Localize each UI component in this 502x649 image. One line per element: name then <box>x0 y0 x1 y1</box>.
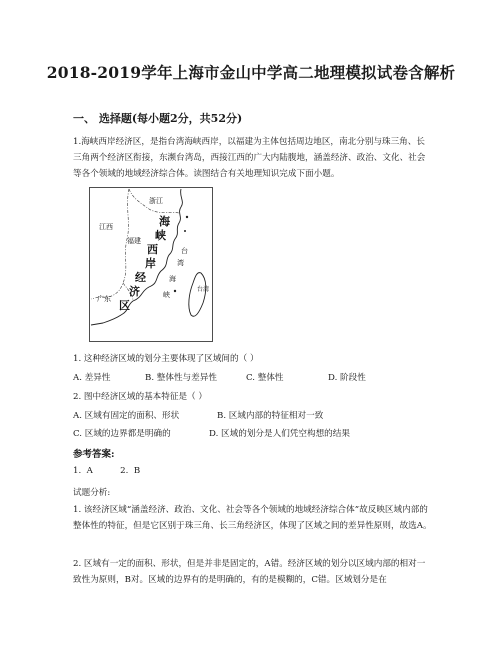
question-intro: 1.海峡西岸经济区，是指台湾海峡西岸，以福建为主体包括周边地区，南北分别与珠三角、长三角两个经济区衔接，东濒台湾岛，西接江西的广大内陆腹地，涵盖经济、政治、文化、社会等各个领域的地域经济综合体。读图结合有关地理知识完成下面小题。 <box>73 137 426 179</box>
analysis-heading: 试题分析: <box>73 488 111 498</box>
strait-char: 峡 <box>163 291 170 299</box>
zone-char: 岸 <box>145 257 156 270</box>
q1-option-d: D. 阶段性 <box>328 373 366 383</box>
strait-char: 台 <box>181 247 188 255</box>
page-title: 2018-2019学年上海市金山中学高二地理模拟试卷含解析 <box>46 63 456 82</box>
q1-option-b: B. 整体性与差异性 <box>145 373 217 383</box>
region-map <box>89 187 213 342</box>
label-fujian: 福建 <box>127 237 141 245</box>
q2-option-c: C. 区域的边界都是明确的 <box>73 429 171 439</box>
q2-option-b: B. 区域内部的特征相对一致 <box>217 411 324 421</box>
zone-char: 经 <box>135 271 146 284</box>
zone-char: 海 <box>159 215 170 228</box>
zone-char: 区 <box>119 299 130 312</box>
analysis-2: 2. 区域有一定的面积、形状，但是并非是固定的，A错。经济区域的划分以区域内部的相对一致性为原则，B对。区域的边界有的是明确的，有的是模糊的，C错。区域划分是在 <box>73 559 426 585</box>
island-dot <box>184 230 186 232</box>
q2-option-a: A. 区域有固定的面积、形状 <box>73 411 180 421</box>
q1-stem: 1. 这种经济区域的划分主要体现了区域间的（ ） <box>73 354 259 364</box>
map-figure <box>89 187 213 342</box>
zone-char: 西 <box>147 243 158 256</box>
section-heading: 一、 选择题(每小题2分，共52分) <box>73 112 243 125</box>
answer-heading: 参考答案: <box>73 449 115 460</box>
zone-char: 济 <box>129 285 140 298</box>
label-zhejiang: 浙江 <box>149 197 163 205</box>
label-taiwan: 台湾 <box>197 286 210 293</box>
answers: 1. A 2. B <box>73 466 141 476</box>
island-dot <box>174 290 176 292</box>
strait-char: 海 <box>169 275 176 283</box>
label-jiangxi: 江西 <box>99 223 113 231</box>
zone-char: 峡 <box>155 229 166 242</box>
q1-option-a: A. 差异性 <box>73 373 111 383</box>
analysis-1: 1. 该经济区域“涵盖经济、政治、文化、社会等各个领域的地域经济综合体”故反映区域内部的整体性的特征，但是它区别于珠三角、长三角经济区，体现了区域之间的差异性原则，故选A。 <box>73 505 432 531</box>
label-guangdong: 广东 <box>97 295 111 303</box>
q1-option-c: C. 整体性 <box>246 373 284 383</box>
island-dot <box>186 216 188 218</box>
strait-char: 湾 <box>177 259 184 267</box>
q2-option-d: D. 区域的划分是人们凭空构想的结果 <box>209 429 350 439</box>
q2-stem: 2. 图中经济区域的基本特征是（ ） <box>73 392 207 402</box>
